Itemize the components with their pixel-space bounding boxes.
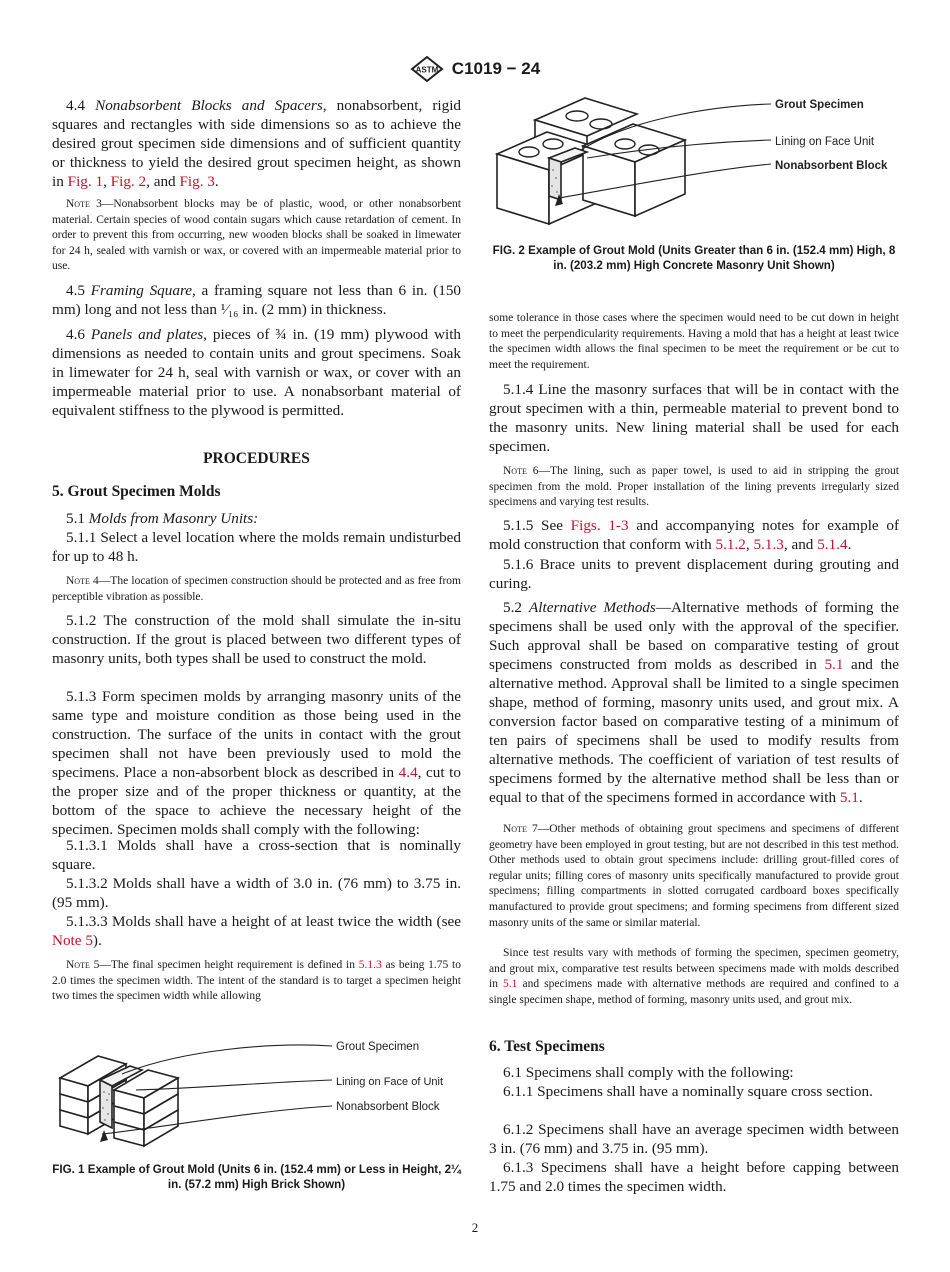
document-designation: C1019 − 24 [451,59,541,78]
link-5-1-3-b[interactable]: 5.1.3 [753,536,784,553]
astm-logo-icon [410,56,444,82]
link-fig-2[interactable]: Fig. 2 [110,173,147,190]
para-5-1-1: 5.1.1 Select a level location where the molds remain undisturbed for up to 48 h. [52,529,461,565]
section-6-heading: 6. Test Specimens [489,1038,605,1055]
section-5-heading: 5. Grout Specimen Molds [52,483,221,500]
para-5-2: 5.2 Alternative Methods—Alternative methods of forming the specimens shall be used only with the approval of the specifier. Such approval shall be based on comparative testing of grout specimens constructed from molds as described in 5.1 and the alternative method. Approval shall be limited to a single specimen shape, method of forming, masonry units used, and grout mix. A conversion factor based on comparative testing of a minimum of ten pairs of specimens shall be used to modify results from alternative methods. The coefficient of variation of test results of specimens formed by the alternative method shall be less than or equal to that of the specimens formed in accordance with 5.1. [489,599,900,806]
note-3: Note 3—Nonabsorbent blocks may be of plastic, wood, or other nonabsorbent material. Certain species of wood contain sugars which cause retardation of cement. In order to prevent this from occurring, new wooden blocks shall be soaked in limewater for 24 h, sealed with varnish or wax, or covered with an impermeable material prior to use. [52,198,461,273]
figure-2-drawing [489,90,899,240]
page-number: 2 [471,1220,479,1235]
para-6-1-3: 6.1.3 Specimens shall have a height before capping between 1.75 and 2.0 times the specimen width. [489,1159,899,1195]
para-4-6: 4.6 Panels and plates, pieces of ¾ in. (19 mm) plywood with dimensions as needed to contain units and grout specimens. Soak in limewater for 24 h, seal with varnish or wax, or cover with an impermeable material prior to use. A nonabsorbant material of equivalent stiffness to the plywood is permitted. [52,326,462,419]
link-5-1-c[interactable]: 5.1 [503,978,518,991]
fig2-label-lining: Lining on Face Unit [775,136,875,148]
para-5-1-3-1: 5.1.3.1 Molds shall have a cross-section that is nominally square. [52,837,461,873]
para-6-1-1: 6.1.1 Specimens shall have a nominally square cross section. [503,1083,873,1100]
para-5-1-3-3: 5.1.3.3 Molds shall have a height of at least twice the width (see Note 5). [52,913,461,949]
note-7: Note 7—Other methods of obtaining grout specimens and specimens of different geometry have been employed in grout testing, but are not described in this test method. Other methods used to obtain grout specimens include: drilling grout-filled cores of regular units; filling cores of masonry units specifically manufactured to provide grout specimens; filling compartments in slotted corrugated cardboard boxes specifically manufactured to provide grout specimens; and forming specimens from different sized masonry units of the same or similar material. [489,823,899,929]
figure-1-drawing [52,1030,461,1158]
note-4: Note 4—The location of specimen construction should be protected and as free from perceptible vibration as possible. [52,575,461,603]
procedures-heading: PROCEDURES [203,450,310,467]
para-5-1-2: 5.1.2 The construction of the mold shall simulate the in-situ construction. If the grout is placed between two different types of masonry units, both types shall be used to construct the mold. [52,612,461,667]
para-5-1-3-2: 5.1.3.2 Molds shall have a width of 3.0 in. (76 mm) to 3.75 in. (95 mm). [52,875,461,911]
svg-text:ASTM: ASTM [415,65,439,75]
link-figs-1-3[interactable]: Figs. 1-3 [570,517,629,534]
para-4-5: 4.5 Framing Square, a framing square not less than 6 in. (150 mm) long and not less than ¹⁄₁₆ in. (2 mm) in thickness. [52,282,462,318]
para-5-1-5: 5.1.5 See Figs. 1-3 and accompanying notes for example of mold construction that conform with 5.1.2, 5.1.3, and 5.1.4. [489,517,900,553]
para-5-1-6: 5.1.6 Brace units to prevent displacement during grouting and curing. [489,556,899,592]
para-6-1: 6.1 Specimens shall comply with the following: [503,1064,794,1081]
link-note-5[interactable]: Note 5 [52,932,93,949]
note-5: Note 5—The final specimen height requirement is defined in 5.1.3 as being 1.75 to 2.0 times the specimen width. The intent of the standard is to target a specimen height two times the specimen width while allowing [52,959,461,1003]
page-header [0,56,950,84]
para-5-1-4: 5.1.4 Line the masonry surfaces that will be in contact with the grout specimen with a thin, permeable material to prevent bond to the masonry units. New lining material shall be used for each specimen. [489,381,899,455]
link-5-1-4[interactable]: 5.1.4 [817,536,848,553]
para-5-1-3: 5.1.3 Form specimen molds by arranging masonry units of the same type and moisture condition as those being used in the construction. The surface of the units in contact with the grout specimen shall not have been previously used to mold the specimens. Place a non-absorbent block as described in 4.4, cut to the proper size and of the proper thickness or quantity, at the bottom of the space to achieve the necessary height of the specimen. Specimen molds shall comply with the following: [52,688,461,838]
note-7-continued: Since test results vary with methods of forming the specimen, specimen geometry, and grout mix, comparative test results between specimens made with molds described in 5.1 and specimens made with alternative methods are required and confined to a single specimen shape, method of forming, masonry units used, and grout mix. [489,947,899,1006]
link-fig-3[interactable]: Fig. 3 [179,173,215,190]
fig1-label-lining: Lining on Face of Unit [336,1076,444,1088]
note-6: Note 6—The lining, such as paper towel, is used to aid in stripping the grout specimen from the mold. Proper installation of the lining prevents irregularly sized specimens and varying test results. [489,465,899,509]
note-5-continued: some tolerance in those cases where the specimen would need to be cut down in height to meet the perpendicularity requirements. Having a mold that has a height at least twice the specimen width allows the final specimen to be meet the requirement or be cut to meet the requirement. [489,312,899,371]
fig1-label-nonabsorbent-block: Nonabsorbent Block [336,1101,440,1113]
link-fig-1[interactable]: Fig. 1 [67,173,104,190]
link-5-1-b[interactable]: 5.1 [839,789,859,806]
link-4-4[interactable]: 4.4 [398,764,418,781]
fig2-label-grout-specimen: Grout Specimen [775,99,864,111]
link-5-1-3[interactable]: 5.1.3 [358,959,382,971]
figure-1-caption: FIG. 1 Example of Grout Mold (Units 6 in. (152.4 mm) or Less in Height, 2¼ in. (57.2 mm) High Brick Shown) [52,1163,461,1191]
fig1-label-grout-specimen: Grout Specimen [336,1041,420,1053]
figure-2-caption: FIG. 2 Example of Grout Mold (Units Greater than 6 in. (152.4 mm) High, 8 in. (203.2 mm) High Concrete Masonry Unit Shown) [492,244,896,272]
para-6-1-2: 6.1.2 Specimens shall have an average specimen width between 3 in. (76 mm) and 3.75 in. (95 mm). [489,1121,899,1157]
link-5-1-2[interactable]: 5.1.2 [715,536,746,553]
fig2-label-nonabsorbent-block: Nonabsorbent Block [775,160,888,172]
para-4-4: 4.4 Nonabsorbent Blocks and Spacers, nonabsorbent, rigid squares and rectangles with side dimensions so as to achieve the desired grout specimen side dimensions and of sufficient quantity or thickness to yield the desired grout specimen height, as shown in Fig. 1, Fig. 2, and Fig. 3. [52,97,462,190]
link-5-1-a[interactable]: 5.1 [824,656,844,673]
para-5-1: 5.1 Molds from Masonry Units: [66,510,259,527]
